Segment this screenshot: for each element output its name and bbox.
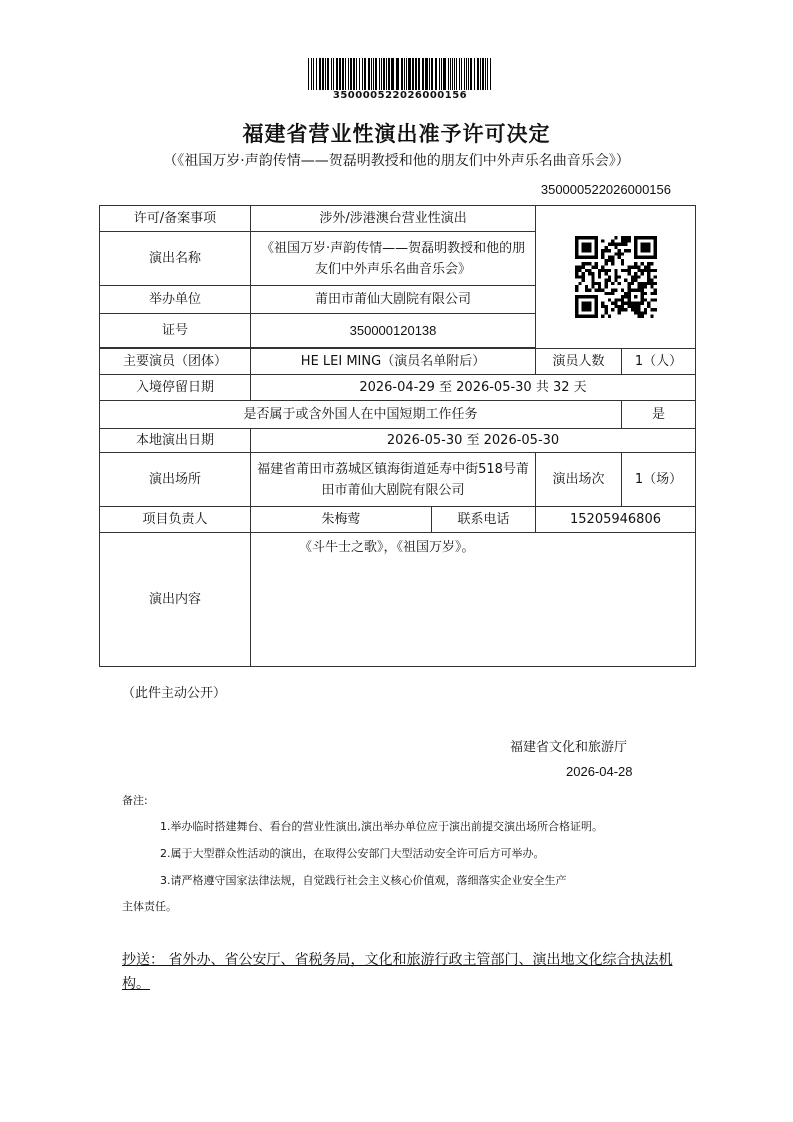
permit-table [99,205,696,667]
qr-code-image [575,236,657,318]
qr-code-cell [536,206,696,349]
remark-item-continued: 主体责任。 [122,900,177,913]
barcode-image [308,58,492,90]
license-type-label: 许可/备案事项 [100,206,251,232]
certificate-value: 350000120138 [251,314,536,348]
license-type-value: 涉外/涉港澳台营业性演出 [251,206,536,232]
issue-date: 2026-04-28 [566,764,633,779]
public-note: （此件主动公开） [122,686,227,701]
organizer-value: 莆田市莆仙大剧院有限公司 [251,286,536,314]
remark-item: 2.属于大型群众性活动的演出，在取得公安部门大型活动安全许可后方可举办。 [160,847,545,860]
show-name-label: 演出名称 [100,232,251,286]
document-number: 350000522026000156 [540,182,671,197]
cc-recipients: 抄送： 省外办、省公安厅、省税务局，文化和旅游行政主管部门、演出地文化综合执法机构。 [122,952,673,992]
sessions-value: 1（场） [622,453,696,507]
stay-period-value: 2026-04-29 至 2026-05-30 共 32 天 [251,375,696,401]
show-name-value: 《祖国万岁·声韵传情——贺磊明教授和他的朋友们中外声乐名曲音乐会》 [251,232,536,286]
phone-value: 15205946806 [536,507,696,533]
venue-value: 福建省莆田市荔城区镇海街道延寿中街518号莆田市莆仙大剧院有限公司 [251,453,536,507]
page-subtitle: （《祖国万岁·声韵传情——贺磊明教授和他的朋友们中外声乐名曲音乐会》） [163,153,630,169]
manager-label: 项目负责人 [100,507,251,533]
issuer-name: 福建省文化和旅游厅 [510,740,628,755]
remarks-title: 备注: [122,794,148,807]
performer-count-label: 演员人数 [536,349,622,375]
main-performer-label: 主要演员（团体） [100,349,251,375]
local-dates-value: 2026-05-30 至 2026-05-30 [251,429,696,453]
venue-label: 演出场所 [100,453,251,507]
performer-count-value: 1（人） [622,349,696,375]
page-title: 福建省营业性演出准予许可决定 [242,122,551,146]
phone-label: 联系电话 [432,507,536,533]
organizer-label: 举办单位 [100,286,251,314]
content-value: 《斗牛士之歌》，《祖国万岁》。 [251,533,696,667]
foreign-work-label: 是否属于或含外国人在中国短期工作任务 [100,401,622,429]
foreign-work-value: 是 [622,401,696,429]
sessions-label: 演出场次 [536,453,622,507]
local-dates-label: 本地演出日期 [100,429,251,453]
main-performer-value: HE LEI MING（演员名单附后） [251,349,536,375]
content-label: 演出内容 [100,533,251,667]
certificate-label: 证号 [100,314,251,348]
stay-period-label: 入境停留日期 [100,375,251,401]
remark-item: 3.请严格遵守国家法律法规，自觉践行社会主义核心价值观，落细落实企业安全生产 [160,874,567,887]
remark-item: 1.举办临时搭建舞台、看台的营业性演出,演出举办单位应于演出前提交演出场所合格证明。 [160,820,603,833]
barcode-number: 350000522026000156 [332,90,468,101]
manager-value: 朱梅莺 [251,507,432,533]
